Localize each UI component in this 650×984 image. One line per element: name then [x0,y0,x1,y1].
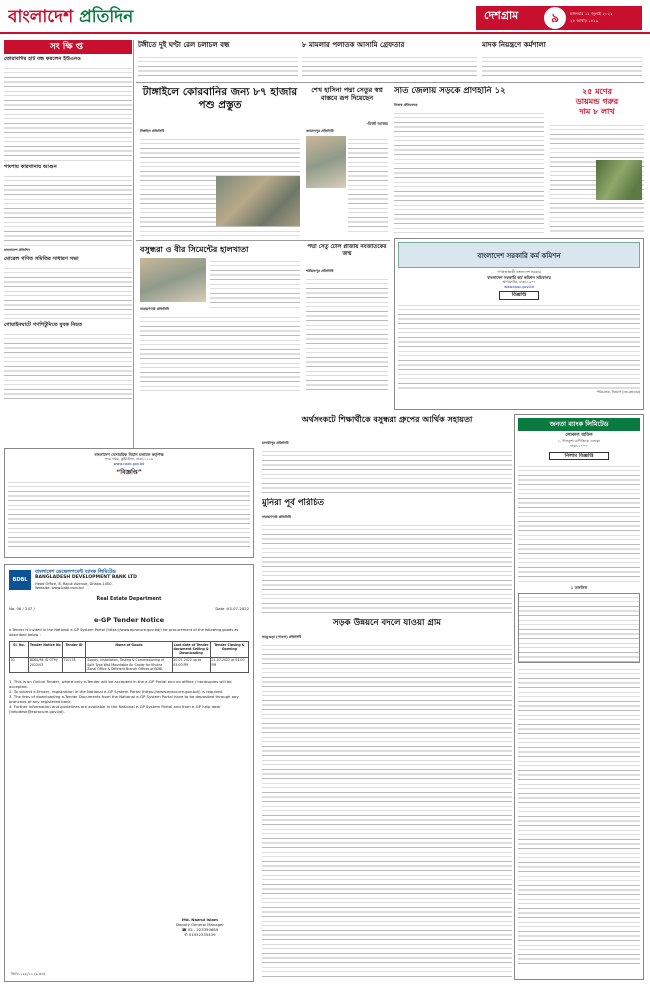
mobile-icon: ✆ [184,932,189,938]
brief-2-title[interactable]: পাংশায় কারখানায় আগুন [4,164,57,171]
caab-notice-title: “বিজ্ঞপ্তি” [116,468,142,476]
caab-notice-body [8,479,250,551]
table-cell: 710178 [62,657,86,673]
table-header: Sl. No. [10,642,29,658]
cement-body [140,314,300,394]
bdbl-header [9,569,249,591]
cement-photo [140,258,206,302]
psc-advert [394,238,644,410]
briefs-banner: সংক্ষিপ্ত [4,40,132,54]
brief-2-body [4,173,132,247]
caab-org-address: সদর দপ্তর, কুর্মিটোলা, ঢাকা-১২২৯ [104,457,154,462]
caab-website[interactable]: www.caab.gov.bd [113,462,145,467]
munira-body [262,522,512,614]
bdbl-name-bn: বাংলাদেশ ডেভেলপমেন্ট ব্যাংক লিমিটেড [35,568,116,575]
brief-3-body [4,265,132,319]
table-header: Tender Closing & Opening [210,642,248,658]
table-row [10,657,249,673]
bdbl-phone-2 [155,932,245,937]
janata-advert [514,414,644,980]
section-banner [476,6,642,30]
brief-4-body [4,331,132,401]
bdbl-note: 1. This is an Online Tender, where only e-Tender will be accepted in the e-GP Portal and no offline / hardcopies will be accepted. [9,679,232,690]
janata-schedule [518,593,640,663]
cow-headline[interactable] [550,86,644,118]
bdbl-phone-2-value: 01552335439 [188,932,216,938]
toll-body [306,276,388,394]
bdbl-phone-1-value: 02 - 223350689 [187,927,219,933]
bdbl-address: Head Office, 8, Rajuk Avenue, Dhaka-1000. [35,581,113,586]
table-cell: Supply, Installation, Testing & Commissioning of Split Type Wall Mountable Air Cooler for Khulna Zonal Office & Different Branch Offices of BDBL [86,657,172,673]
padma-photo [306,136,346,188]
cow-headline-3: দাম ৮ লাখ [579,106,615,116]
toll-byline: শরীয়তপুর প্রতিনিধি [306,269,334,273]
scholarship-body [262,448,512,496]
accident-headline[interactable]: সাত জেলায় সড়কে প্রাণহানি ১২ [394,86,506,96]
headline-fugitive-arrested[interactable]: ৮ মামলার পলাতক আসামি গ্রেফতার [302,40,405,49]
janata-title: নিলাম বিজ্ঞপ্তি [549,452,609,461]
phone-icon: ☎ [181,927,188,933]
lead-headline[interactable]: টাঙ্গাইলে কোরবানির জন্য ৮৭ হাজার পশু প্রস্তুত [142,86,298,111]
road-byline: ভাঙ্গুড়া (পাবনা) প্রতিনিধি [262,635,302,639]
bdbl-advert [4,564,254,982]
cow-photo [596,160,642,200]
janata-address: ১, দিলকুশা বাণিজ্যিক এলাকা [557,438,601,443]
padma-byline: জামালপুর প্রতিনিধি [306,129,334,133]
row-divider [136,82,644,83]
scholarship-headline[interactable]: অর্থসংকটে শিক্ষার্থীকে বসুন্ধরা গ্রুপের আর্থিক সহায়তা [301,414,473,424]
table-cell: 01 [10,657,29,673]
lead-photo [216,176,300,226]
psc-org-line1: গণপ্রজাতন্ত্রী বাংলাদেশ সরকার [497,270,541,274]
janata-body-1 [518,463,640,583]
bdbl-gd: জিডি-১৯৮/২২ (৯ x৩) [11,972,45,977]
brief-3-title[interactable]: মোরেল গণিত সমিতির সাধারণ সভা [4,255,79,262]
psc-org-line2: বাংলাদেশ সরকারি কর্ম কমিশন সচিবালয় [487,274,551,280]
padma-attribution: -মির্জা আজম [366,121,388,126]
lead-byline: টাঙ্গাইল প্রতিনিধি [140,129,165,133]
janata-city: ঢাকা-১০০০ [570,443,588,448]
table-header: Tender Notice No [29,642,62,658]
date-line-1: মঙ্গলবার ১২ জুলাই ২০২২ [570,11,613,16]
cow-headline-1: ২৫ মণের [581,86,613,96]
road-headline[interactable]: সড়ক উন্নয়নে বদলে যাওয়া গ্রাম [332,618,442,628]
psc-notice-body [398,302,640,390]
brief-author: বাংলাদেশ প্রতিদিন [4,248,30,253]
janata-schedule-title: ১ তফসিল [570,585,588,591]
brief-1-title[interactable]: তোরাবগির হাট বন্ধ করলেন ইউএনও [4,56,81,62]
munira-byline: নারায়ণগঞ্জ প্রতিনিধি [262,515,292,519]
bdbl-tender-table [9,641,249,673]
caab-advert [4,448,254,558]
headline-drug-workshop[interactable]: মাদক নিয়ন্ত্রণে কর্মশালা [482,40,546,49]
accident-body [394,110,544,234]
brief-1-body [4,65,132,161]
cow-headline-2: ডায়মন্ড গরুর [575,96,619,106]
psc-org-line3: আগারগাঁও, ঢাকা-১২০৭ [502,280,536,285]
table-header: Name of Goods [86,642,172,658]
bdbl-dept: Real Estate Department [96,597,162,602]
bdbl-signer-role: Deputy General Manager [176,922,224,928]
table-cell: 20-07-2022 up to 05:00 PM [172,657,210,673]
road-body [262,642,512,980]
bdbl-date: Date :03-07-2022 [215,606,249,612]
briefs-column [4,56,132,444]
bdbl-website[interactable]: Website: www.bdbl.com.bd [35,586,84,591]
column-divider [133,40,134,448]
bdbl-intro: e-Tender is invited in the National e-GP System Portal (https://www.eprocure.gov.bd/) for procurement of the following goods as described below : [9,628,239,638]
janata-terms [518,666,640,966]
brief-4-title[interactable]: গোয়াইনঘাটে গণপিটুনিতে যুবক নিহত [4,321,83,328]
cement-byline: নারায়ণগঞ্জ প্রতিনিধি [140,307,170,311]
bdbl-signature-block [155,917,245,938]
bdbl-signer: Md. Nazrul Islam [182,917,218,922]
toll-headline[interactable]: পদ্মা সেতু টোল প্লাজায় নবজাতকের জন্ম [307,244,387,257]
newspaper-logo[interactable] [8,6,148,28]
issue-date [570,10,640,24]
tongi-rail-body [138,54,298,80]
bdbl-note: 4. Further information and guidelines are available in the National e-GP System Portal and from e-GP help desk (helpdesk@eprocure.gov.bd). [9,704,221,715]
bdbl-title: e-GP Tender Notice [93,615,165,624]
scholarship-byline: মাদারীপুর প্রতিনিধি [262,441,289,445]
logo-part1: বাংলাদেশ [8,7,74,27]
bdbl-name-en: BANGLADESH DEVELOPMENT BANK LTD [35,575,137,581]
psc-signer: পরিচালক, নিয়োগ (নন-ক্যাডার) [596,390,640,395]
cement-headline[interactable]: বসুন্ধরা ও বীর সিমেন্টের হালখাতা [140,244,249,254]
page-number: ৯ [544,7,566,29]
table-cell: 21-07-2022 at 04:00 PM [210,657,248,673]
padma-body [348,136,388,232]
row-divider-2 [136,240,390,241]
table-cell: BDBL/RE /D OTM/ 2022/03 [29,657,62,673]
janata-sub: লোকাল অফিস [565,432,593,438]
section-name: দেশগ্রাম [484,9,519,22]
padma-headline[interactable]: শেখ হাসিনা পদ্মা সেতুর স্বপ্ন বাস্তবে রূপ দিয়েছেন [311,86,383,102]
caab-org: বাংলাদেশ বেসামরিক বিমান চলাচল কর্তৃপক্ষ [94,452,164,457]
table-header: Last date of Tender document Selling & Downloading [173,642,209,656]
headline-tongi-rail[interactable]: টঙ্গীতে দুই ঘণ্টা রেল চলাচল বন্ধ [138,40,230,49]
bdbl-note: 3. The fees of downloading e-Tender Documents from the National e-GP System Portal have to be deposited through any branches of any registered bank. [9,694,239,705]
drug-workshop-body [482,54,642,80]
bdbl-logo: BDBL [9,570,31,590]
psc-logo-banner: বাংলাদেশ সরকারি কর্ম কমিশন [398,242,640,268]
date-line-2: ২৮ আষাঢ় ১৪২৯ [570,18,599,23]
psc-website[interactable]: www.bpsc.gov.bd [504,284,534,289]
masthead [0,0,650,34]
janata-name: জনতা ব্যাংক লিমিটেড [518,418,640,431]
bdbl-note: 2. To submit e-Tender, registration in the National e-GP System Portal (https://www.eprocure.gov.bd/) is required. [9,689,224,695]
table-header: Tender ID [62,642,86,658]
bdbl-ref-row [9,606,249,611]
munira-headline[interactable]: মুনিরা পূর্ব পরিচিত [262,498,325,508]
bdbl-table-header [10,642,249,658]
logo-part2: প্রতিদিন [79,7,134,27]
cement-body-top [210,258,300,310]
bdbl-notes [9,679,249,714]
accident-byline: নিজস্ব প্রতিবেদক [394,103,418,107]
bdbl-ref-no: No. 06 / 247 / [9,606,35,612]
psc-notice-title: বিজ্ঞপ্তি [499,291,539,300]
fugitive-arrested-body [302,54,477,80]
